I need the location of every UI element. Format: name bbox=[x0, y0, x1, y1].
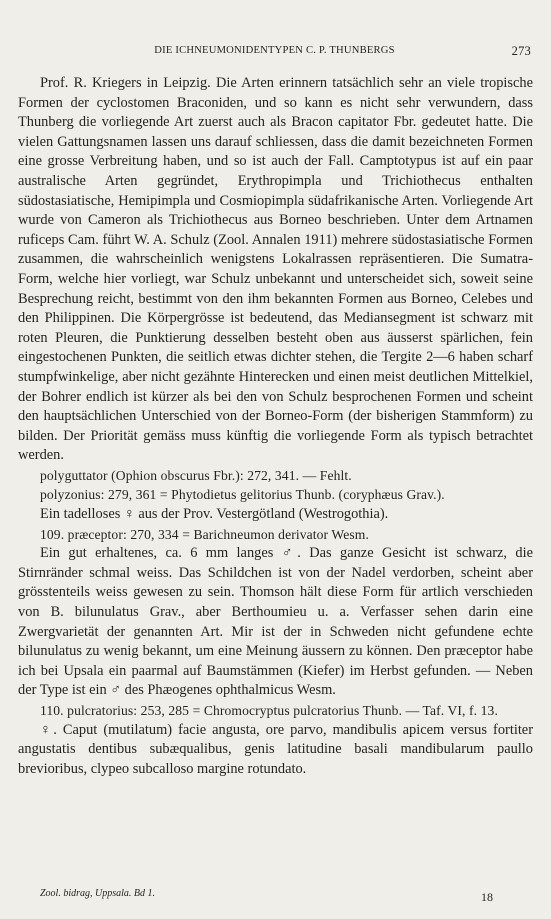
paragraph-latin-description: ♀. Caput (mutilatum) facie angusta, ore parvo, mandibulis apicem versus fortiter angustatis dentibus subæqualibus, genis latitudine basali mandibularum paullo brevioribus, clypeo subcalloso margine rotundato. bbox=[18, 721, 533, 777]
page-number: 273 bbox=[511, 44, 531, 58]
paragraph-praeceptor-notes: Ein gut erhaltenes, ca. 6 mm langes ♂. Das ganze Gesicht ist schwarz, die Stirnränder schmal weiss. Das Schildchen ist von der Nadel verdorben, scheint aber grösstenteils weiss gewesen zu sein. Thomson hält diese Form für artlich verschieden von B. bilunulatus Grav., aber Berthoumieu u. a. Verfasser sehen darin eine Zwergvarietät der genannten Art. Mir ist der in Schweden nicht gefundene echte bilunulatus zu wenig bekannt, um eine Meinung äussern zu können. Den præceptor habe ich bei Upsala ein paarmal auf Baumstämmen (Kiefer) im Herbst gefunden. — Neben der Type ist ein ♂ des Phæogenes ophthalmicus Wesm. bbox=[18, 545, 533, 699]
entry-pulcratorius: 110. pulcratorius: 253, 285 = Chromocryptus pulcratorius Thunb. — Taf. VI, f. 13. bbox=[40, 703, 498, 718]
entry-praeceptor: 109. præceptor: 270, 334 = Barichneumon derivator Wesm. bbox=[40, 526, 369, 542]
running-title: DIE ICHNEUMONIDENTYPEN C. P. THUNBERGS bbox=[154, 45, 395, 56]
paragraph-specimen-note: Ein tadelloses ♀ aus der Prov. Vestergötland (Westrogothia). bbox=[40, 506, 389, 523]
page-header bbox=[18, 45, 531, 65]
paragraph-camptotypus: Prof. R. Kriegers in Leipzig. Die Arten erinnern tatsächlich sehr an viele tropische Formen der cyclostomen Braconiden, und so kann es nicht sehr verwundern, dass Thunberg die vorliegende Art zuerst auch als Bracon capitator Fbr. gedeutet hatte. Die vielen Gattungsnamen lassen uns darauf schliessen, dass die damit bezeichneten Formen eine grosse Verbreitung haben, und so ist auch der Fall. Camptotypus ist auf ein paar australische Arten gegründet, Erythropimpla und Trichiothecus enthalten südostasiatische, Hemipimpla und Cosmiopimpla südafrikanische Arten. Vorliegende Art wurde von Cameron als Trichiothecus aus Borneo beschrieben. Unter dem Artnamen ruficeps Cam. führt W. A. Schulz (Zool. Annalen 1911) mehrere südostasiatische Formen zusammen, die wahrscheinlich wenigstens Lokalrassen repräsentieren. Die Sumatra-Form, welche hier vorliegt, war Schulz unbekannt und unterscheidet sich, soweit seine Besprechung reicht, bestimmt von den ihm bekannten Formen aus Borneo, Celebes und den Philippinen. Die Körpergrösse ist bedeutend, das Mediansegment ist schwarz mit roten Pleuren, die Punktierung desselben besteht oben aus äusserst spärlichen, fein eingestochenen Punkten, die seitlich etwas dichter stehen, die Tergite 2—6 haben scharf stumpfwinkelige, aber nicht gezähnte Hinterecken und einen meist deutlichen Mittelkiel, der Bohrer endlich ist kürzer als bei den von Schulz besprochenen Formen und scheint den hauptsächlichen Unterschied von der Borneo-Form (der bisherigen Stammform) zu bilden. Der Priorität gemäss muss künftig die vorliegende Form als typisch betrachtet werden. bbox=[18, 75, 533, 464]
signature-mark: 18 bbox=[481, 890, 493, 904]
entry-polyzonius: polyzonius: 279, 361 = Phytodietus gelitorius Thunb. (coryphæus Grav.). bbox=[40, 487, 445, 503]
journal-reference: Zool. bidrag, Uppsala. Bd 1. bbox=[40, 888, 156, 899]
page-body bbox=[18, 74, 533, 779]
entry-polyguttator: polyguttator (Ophion obscurus Fbr.): 272, 341. — Fehlt. bbox=[40, 467, 352, 483]
page-footer bbox=[40, 888, 511, 904]
